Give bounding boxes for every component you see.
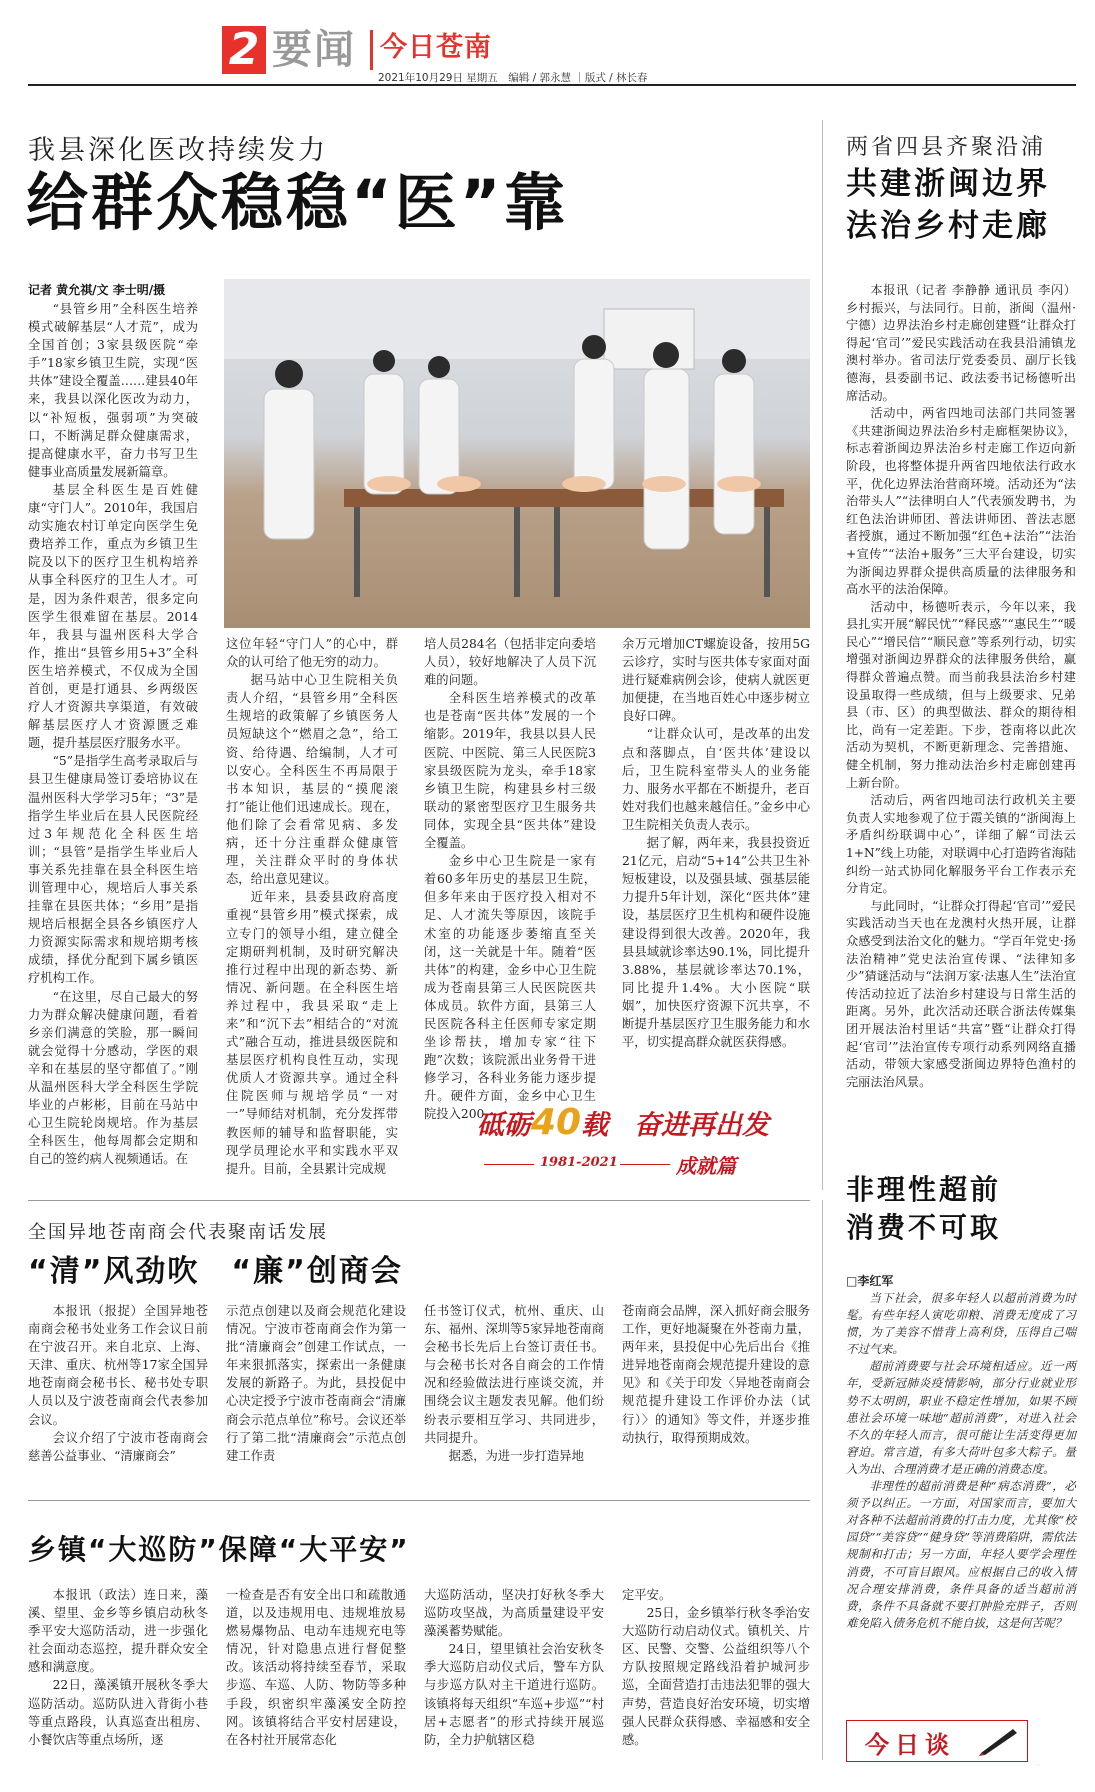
- lead-paragraph: 全科医生培养模式的改革也是苍南“医共体”发展的一个缩影。2019年，我县以县人民医院、中医院、第三人民医院3家县级医院为龙头，牵手18家乡镇卫生院，构建县乡村三级联动的紧密型医疗卫生服务共同体，实现全县“医共体”建设全覆盖。: [424, 691, 596, 851]
- section-title: 要闻: [272, 27, 356, 73]
- training-scene-illustration: [224, 279, 810, 628]
- commerce-column-1: [28, 1302, 208, 1465]
- lead-paragraph: 基层全科医生是百姓健康“守门人”。2010年，我国启动实施农村订单定向医学生免费培养工作，重点为乡镇卫生院及以下的医疗卫生机构培养从事全科医疗的卫生人才。可是，因为条件艰苦，很多定向医学生很难留在基层。2014年，我县与温州医科大学合作，推出“县管乡用5+3”全科医生培养模式，不仅成为全国首创，更是打通县、乡两级医疗人才资源共享渠道，有效破解基层医疗人才资源匮乏难题，提升基层医疗服务水平。: [28, 482, 198, 751]
- issue-meta: 2021年10月29日 星期五 编辑 / 郭永慧 ｜版式 / 林长春: [378, 72, 648, 84]
- patrol-paragraph: 24日，望里镇社会治安秋冬季大巡防启动仪式后，警车方队与步巡方队对主干道进行巡防。该镇将每天组织“车巡+步巡”“村居+志愿者”的形式持续开展巡防，全力护航辖区稳: [424, 1642, 604, 1747]
- column-divider: [822, 1200, 823, 1760]
- commerce-paragraph: 据悉，为进一步打造异地: [448, 1448, 584, 1463]
- lead-column-2: [226, 635, 398, 1178]
- commerce-paragraph: 示范点创建以及商会规范化建设情况。宁波市苍南商会作为第一批“清廉商会”创建工作试点，一年来狠抓落实，探索出一条健康发展的新路子。为此，县投促中心决定授予宁波市苍南商会“清廉商会示范点单位”称号。会议还举行了第二批“清廉商会”示范点创建工作责: [226, 1304, 406, 1463]
- lead-column-1: [28, 300, 198, 1169]
- commerce-column-4: [622, 1302, 810, 1447]
- commerce-paragraph: 本报讯（报捉）全国异地苍南商会秘书处业务工作会议日前在宁波召开。来自北京、上海、天津、重庆、杭州等17家全国异地苍南商会秘书长、秘书处专职人员以及宁波苍南商会代表参加会议。: [28, 1304, 208, 1427]
- lead-paragraph: 近年来，县委县政府高度重视“县管乡用”模式探索，成立专门的领导小组，建立健全定期研判机制，及时研究解决推行过程中出现的新态势、新情况、新问题。在全科医生培养过程中，我县采取“走上来”和“沉下去”相结合的“对流式”融合互动，推进县级医院和基层医疗机构良性互动，实现优质人才资源共享。通过全科住院医师与规培学员“一对一”导师结对机制，充分发挥带教医师的辅导和监督职能，实现学员理论水平和实践水平双提升。目前，全县累计完成规: [226, 890, 398, 1176]
- commerce-paragraph: 会议介绍了宁波市苍南商会慈善公益事业、“清廉商会”: [28, 1430, 208, 1463]
- lead-paragraph: 这位年轻“守门人”的心中，群众的认可给了他无穷的动力。: [226, 637, 398, 670]
- patrol-column-2: [226, 1586, 406, 1749]
- anniversary-banner: [436, 1098, 810, 1188]
- right-paragraph: 活动中，两省四地司法部门共同签署《共建浙闽边界法治乡村走廊框架协议》，标志着浙闽边界法治乡村走廊工作迈向新阶段，也将整体提升两省四地依法行政水平，优化边界法治营商环境。活动还为“法治带头人”“法律明白人”代表颁发聘书，为红色法治讲师团、普法讲师团、普法志愿者授旗，通过不断加强“红色+法治”“法治+宣传”“法治+服务”三大平台建设，切实为浙闽边界群众提供高质量的法律服务和高水平的法治保障。: [846, 406, 1076, 597]
- lead-paragraph: 据了解，两年来，我县投资近21亿元，启动“5+14”公共卫生补短板建设，以及强县域、强基层能力提升5年计划，深化“医共体”建设，基层医疗卫生机构和硬件设施建设得到很大改善。2020年，我县县域就诊率达90.1%，同比提升3.88%，基层就诊率达70.1%，同比提升1.4%。大小医院“联姻”，加快医疗资源下沉共享，不断提升基层医疗卫生服务能力和水平，切实提高群众就医获得感。: [622, 836, 810, 1050]
- pen-icon: [977, 1725, 1021, 1757]
- patrol-headline: 乡镇“大巡防”保障“大平安”: [28, 1533, 410, 1566]
- banner-line-left: [484, 1164, 534, 1165]
- opinion-paragraph: 非理性的超前消费是种“病态消费”，必须予以纠正。一方面，对国家而言，要加大对各种不法超前消费的打击力度，尤其像“校园贷”“美容贷”“健身贷”等消费陷阱，需依法规制和打击；另一方面，年轻人要学会理性消费，不可盲目跟风。应根据自己的收入情况合理安排消费，条件具备的适当超前消费，条件不具备就不要打肿脸充胖子，否则难免陷入债务危机不能自拔，这是何苦呢？: [846, 1479, 1076, 1630]
- page-number: 2: [222, 26, 266, 74]
- right-headline-line1: 共建浙闽边界: [846, 166, 1050, 202]
- lead-paragraph: 金乡中心卫生院是一家有着60多年历史的基层卫生院，但多年来由于医疗投入相对不足、人才流失等原因，该院手术室的功能逐步萎缩直至关闭，这一关就是十年。随着“医共体”的构建，金乡中心卫生院成为苍南县第三人民医院医共体成员。软件方面，县第三人民医院各科主任医师专家定期坐诊帮扶，增加专家“往下跑”次数；该院派出业务骨干进修学习，各科业务能力逐步提升。硬件方面，金乡中心卫生院投入200: [424, 854, 596, 1122]
- right-headline-line2: 法治乡村走廊: [846, 208, 1050, 244]
- commerce-paragraph: 苍南商会品牌，深入抓好商会服务工作，更好地凝聚在外苍南力量，两年来，县投促中心先后出台《推进异地苍南商会规范提升建设的意见》和《关于印发〈异地苍南商会规范提升建设工作评价办法（试行）〉的通知》等文件，并逐步推动执行，取得预期成效。: [622, 1304, 810, 1445]
- lead-paragraph: 余万元增加CT螺旋设备，按用5G云诊疗，实时与医共体专家面对面进行疑难病例会诊，使病人就医更加便捷，在当地百姓心中逐步树立良好口碑。: [622, 637, 810, 724]
- commerce-headline: “清”风劲吹 “廉”创商会: [28, 1254, 403, 1289]
- right-paragraph: 本报讯（记者 李静静 通讯员 李闪）乡村振兴，与法同行。日前，浙闽（温州·宁德）边界法治乡村走廊创建暨“让群众打得起‘官司’”爱民实践活动在我县沿浦镇龙澳村举办。省司法厅党委委员、副厅长钱德海，县委副书记、政法委书记杨德听出席活动。: [846, 283, 1076, 403]
- section-rule: [28, 1200, 810, 1201]
- right-story-body: [846, 282, 1076, 1091]
- banner-line-right: [620, 1164, 670, 1165]
- patrol-paragraph: 25日，金乡镇举行秋冬季治安大巡防行动启动仪式。镇机关、片区、民警、交警、公益组织等八个方队按照规定路线沿着护城河步巡，全面营造打击违法犯罪的强大声势，营造良好治安环境，切实增强人民群众获得感、幸福感和安全感。: [622, 1606, 810, 1747]
- patrol-paragraph: 大巡防活动，坚决打好秋冬季大巡防攻坚战，为高质量建设平安藻溪蓄势赋能。: [424, 1588, 604, 1639]
- banner-slogan-right: 奋进再出发: [634, 1110, 770, 1141]
- patrol-paragraph: 定平安。: [622, 1588, 672, 1602]
- opinion-paragraph: 当下社会，很多年轻人以超前消费为时髦。有些年轻人寅吃卯粮、消费无度成了习惯，为了美容不惜背上高利贷，压得自己喘不过气来。: [846, 1291, 1076, 1357]
- column-badge: [846, 1720, 1028, 1762]
- commerce-kicker: 全国异地苍南商会代表聚南话发展: [28, 1222, 328, 1243]
- lead-byline: 记者 黄允祺/文 李士明/摄: [28, 283, 166, 297]
- lead-paragraph: 据马站中心卫生院相关负责人介绍，“县管乡用”全科医生规培的政策解了乡镇医务人员短缺这个“燃眉之急”，给工资、给待遇、给编制，人才可以安心。全科医生不再局限于书本知识，基层的“摸爬滚打”能让他们迅速成长。现在，他们除了会看常见病、多发病，还十分注重群众健康管理，关注群众平时的身体状态，给出意见建议。: [226, 673, 398, 887]
- right-kicker: 两省四县齐聚沿浦: [846, 135, 1047, 160]
- lead-paragraph: “让群众认可，是改革的出发点和落脚点，自‘医共体’建设以后，卫生院科室带头人的业务能力、服务水平都在不断提升，老百姓对我们也越来越信任。”金乡中心卫生院相关负责人表示。: [622, 727, 810, 832]
- lead-column-3: [424, 635, 596, 1124]
- masthead-divider: [370, 30, 373, 70]
- opinion-headline-line1: 非理性超前: [846, 1173, 1002, 1206]
- lead-paragraph: “在这里，尽自己最大的努力为群众解决健康问题，看着乡亲们满意的笑脸，那一瞬间就会觉得十分感动，学医的艰辛和在基层的坚守都值了。”刚从温州医科大学全科医生学院毕业的卢彬彬，目前在马站中心卫生院轮岗规培。作为基层全科医生，他每周都会定期和自己的签约病人视频通话。在: [28, 989, 198, 1167]
- opinion-author: □李红军: [846, 1274, 894, 1288]
- patrol-column-4: [622, 1586, 810, 1749]
- lead-headline: 给群众稳稳“医”靠: [26, 166, 569, 239]
- banner-years: 1981-2021: [540, 1155, 618, 1170]
- masthead: [222, 26, 1076, 82]
- commerce-column-3: [424, 1302, 604, 1465]
- patrol-paragraph: 一检查是否有安全出口和疏散通道，以及违规用电、违规堆放易燃易爆物品、电动车违规充电等情况，针对隐患点进行督促整改。该活动将持续至春节，采取步巡、车巡、人防、物防等多种手段，织密织牢藻溪安全防控网。该镇将结合平安村居建设，在各村社开展常态化: [226, 1588, 406, 1747]
- patrol-column-1: [28, 1586, 208, 1749]
- patrol-paragraph: 本报讯（政法）连日来，藻溪、望里、金乡等乡镇启动秋冬季平安大巡防活动，进一步强化社会面动态巡控，提升群众安全感和满意度。: [28, 1588, 208, 1675]
- right-paragraph: 活动中，杨德听表示，今年以来，我县扎实开展“解民忧”“释民惑”“惠民生”“暖民心”“增民信”“顺民意”等系列行动，切实增强对浙闽边界群众的法律服务供给，赢得群众普遍点赞。而当前我县法治乡村建设虽取得一些成绩，但与上级要求、兄弟县（市、区）的典型做法、群众的期待相比，尚有一定差距。下步，苍南将以此次活动为契机，不断更新理念、完善措施、健全机制，努力推动法治乡村走廊创建再上新台阶。: [846, 599, 1076, 790]
- masthead-rule: [28, 84, 1076, 86]
- paper-name: 今日苍南: [380, 32, 492, 63]
- commerce-column-2: [226, 1302, 406, 1465]
- banner-number: 40: [530, 1102, 582, 1143]
- right-paragraph: 活动后，两省四地司法行政机关主要负责人实地参观了位于霞关镇的“浙闽海上矛盾纠纷联调中心”，详细了解“司法云1+N”线上功能，对联调中心打造跨省海陆纠纷一站式协同化解服务平台工作表示充分肯定。: [846, 793, 1076, 896]
- section-rule: [28, 1500, 810, 1501]
- banner-subtitle: 成就篇: [676, 1154, 736, 1178]
- banner-slogan-mid: 载: [581, 1110, 609, 1141]
- banner-slogan-left: 砥砺: [476, 1110, 531, 1141]
- lead-photo: [224, 279, 810, 628]
- opinion-body: [846, 1290, 1076, 1632]
- lead-paragraph: 培人员284名（包括非定向委培人员），较好地解决了人员下沉难的问题。: [424, 637, 596, 688]
- patrol-paragraph: 22日，藻溪镇开展秋冬季大巡防活动。巡防队进入背街小巷等重点路段，认真巡查出租房、小餐饮店等重点场所，逐: [28, 1678, 208, 1747]
- commerce-paragraph: 任书签订仪式，杭州、重庆、山东、福州、深圳等5家异地苍南商会秘书长先后上台签订责任书。与会秘书长对各自商会的工作情况和经验做法进行座谈交流，并围绕会议主题发表见解。他们纷纷表示要相互学习、共同进步，共同提升。: [424, 1304, 604, 1445]
- patrol-column-3: [424, 1586, 604, 1749]
- lead-kicker: 我县深化医改持续发力: [28, 135, 328, 166]
- lead-paragraph: “县管乡用”全科医生培养模式破解基层“人才荒”，成为全国首创；3家县级医院“牵手”18家乡镇卫生院，实现“医共体”建设全覆盖……建县40年来，我县以深化医改为动力，以“补短板，强弱项”为突破口，不断满足群众健康需求，提高健康水平，奋力书写卫生健事业高质量发展新篇章。: [28, 302, 198, 479]
- opinion-paragraph: 超前消费要与社会环境相适应。近一两年，受新冠肺炎疫情影响，部分行业就业形势不太明朗，职业不稳定性增加，如果不顾患社会环境一味地“超前消费”，对进入社会不久的年轻人而言，很可能让生活变得更加窘迫。常言道，有多大荷叶包多大粽子。量入为出、合理消费才是正确的消费态度。: [846, 1359, 1076, 1476]
- column-divider: [822, 120, 823, 1190]
- right-paragraph: 与此同时，“让群众打得起‘官司’”爱民实践活动当天也在龙澳村火热开展，让群众感受到法治文化的魅力。“学百年党史·扬法治精神”党史法治宣传课、“法律知多少”猜谜活动与“法润万家·法惠人生”法治宣传活动拉近了法治乡村建设与日常生活的距离。另外，此次活动还联合浙法传媒集团开展法治村里话“共富”暨“让群众打得起‘官司’”法治宣传专项行动系列网络直播活动，带领大家感受浙闽边界特色渔村的完丽法治风景。: [846, 898, 1076, 1089]
- opinion-headline-line2: 消费不可取: [846, 1211, 1002, 1244]
- lead-paragraph: “5”是指学生高考录取后与县卫生健康局签订委培协议在温州医科大学学习5年；“3”是指学生毕业后在县人民医院经过3年规范化全科医生培训；“县管”是指学生毕业后人事关系先挂靠在县全科医生培训管理中心，规培后人事关系挂靠在县医共体；“乡用”是指规培后根据全县各乡镇医疗人力资源实际需求和规培期考核成绩，择优分配到下属乡镇医疗机构工作。: [28, 754, 198, 986]
- lead-column-4: [622, 635, 810, 1051]
- column-badge-label: 今日谈: [865, 1731, 955, 1759]
